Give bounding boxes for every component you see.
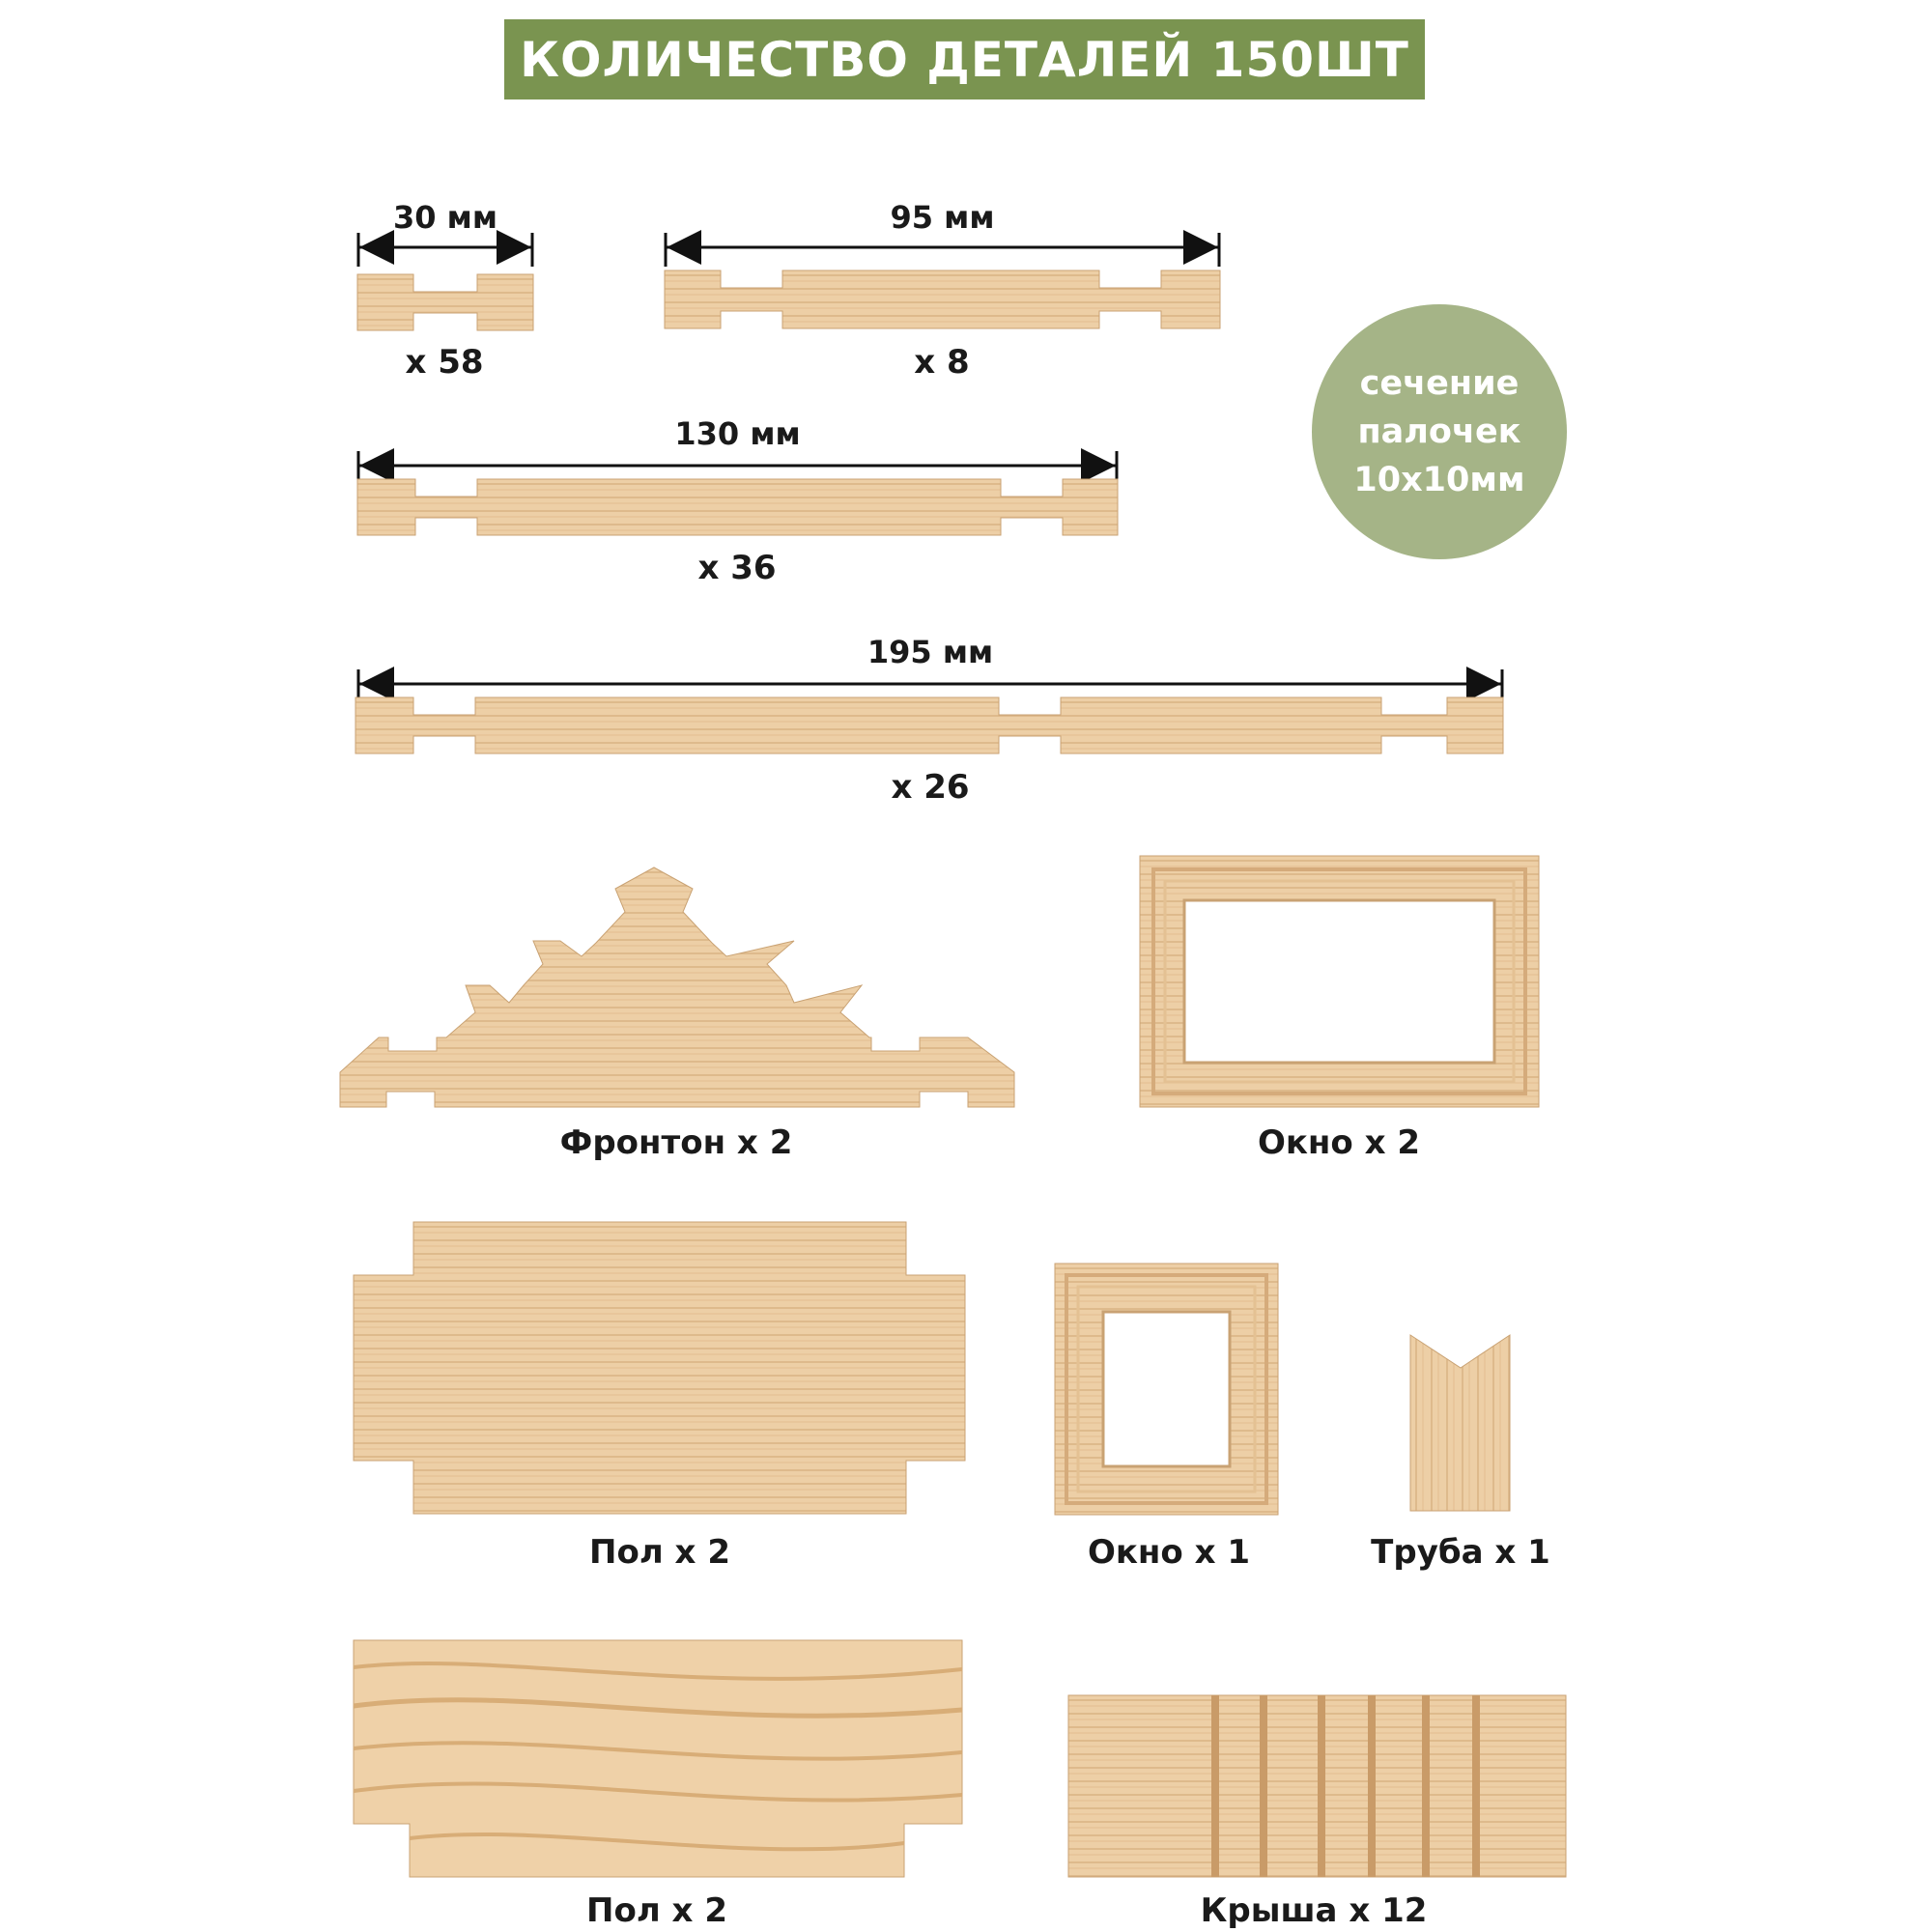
dimension-label: 195 мм — [867, 634, 994, 670]
piece-label: Окно х 2 — [1257, 1123, 1421, 1162]
dimension-30mm — [357, 199, 533, 257]
roof-pieces — [1068, 1695, 1566, 1877]
dimension-95mm — [665, 199, 1220, 257]
piece-label: Труба х 1 — [1371, 1533, 1550, 1572]
chimney-piece — [1410, 1335, 1510, 1511]
dimension-130mm — [357, 415, 1118, 473]
stick-95mm — [665, 270, 1220, 328]
floor-piece — [354, 1640, 962, 1877]
stick-130mm — [357, 479, 1118, 535]
piece-label: Пол х 2 — [589, 1533, 730, 1572]
title-banner — [504, 19, 1425, 99]
stick-count: х 36 — [697, 549, 777, 587]
stick-195mm — [355, 697, 1503, 753]
large-window-piece — [1140, 856, 1539, 1107]
page-title: КОЛИЧЕСТВО ДЕТАЛЕЙ 150ШТ — [520, 31, 1409, 88]
dimension-195mm — [357, 634, 1503, 692]
piece-label: Окно х 1 — [1087, 1533, 1251, 1572]
piece-label: Крыша х 12 — [1200, 1891, 1428, 1930]
gable-piece — [340, 867, 1014, 1109]
circle-line: 10х10мм — [1353, 461, 1525, 499]
piece-label: Пол х 2 — [586, 1891, 727, 1930]
stick-count: х 8 — [914, 343, 970, 382]
dimension-label: 30 мм — [393, 199, 497, 236]
small-window-piece — [1055, 1264, 1278, 1515]
floor-piece — [354, 1222, 965, 1514]
piece-label: Фронтон х 2 — [559, 1123, 793, 1162]
stick-count: х 58 — [405, 343, 484, 382]
stick-30mm — [357, 274, 533, 330]
section-info-circle — [1312, 304, 1567, 559]
dimension-label: 130 мм — [674, 415, 801, 452]
stick-count: х 26 — [891, 768, 970, 807]
circle-line: сечение — [1359, 364, 1520, 403]
circle-line: палочек — [1357, 412, 1521, 451]
dimension-label: 95 мм — [890, 199, 995, 236]
